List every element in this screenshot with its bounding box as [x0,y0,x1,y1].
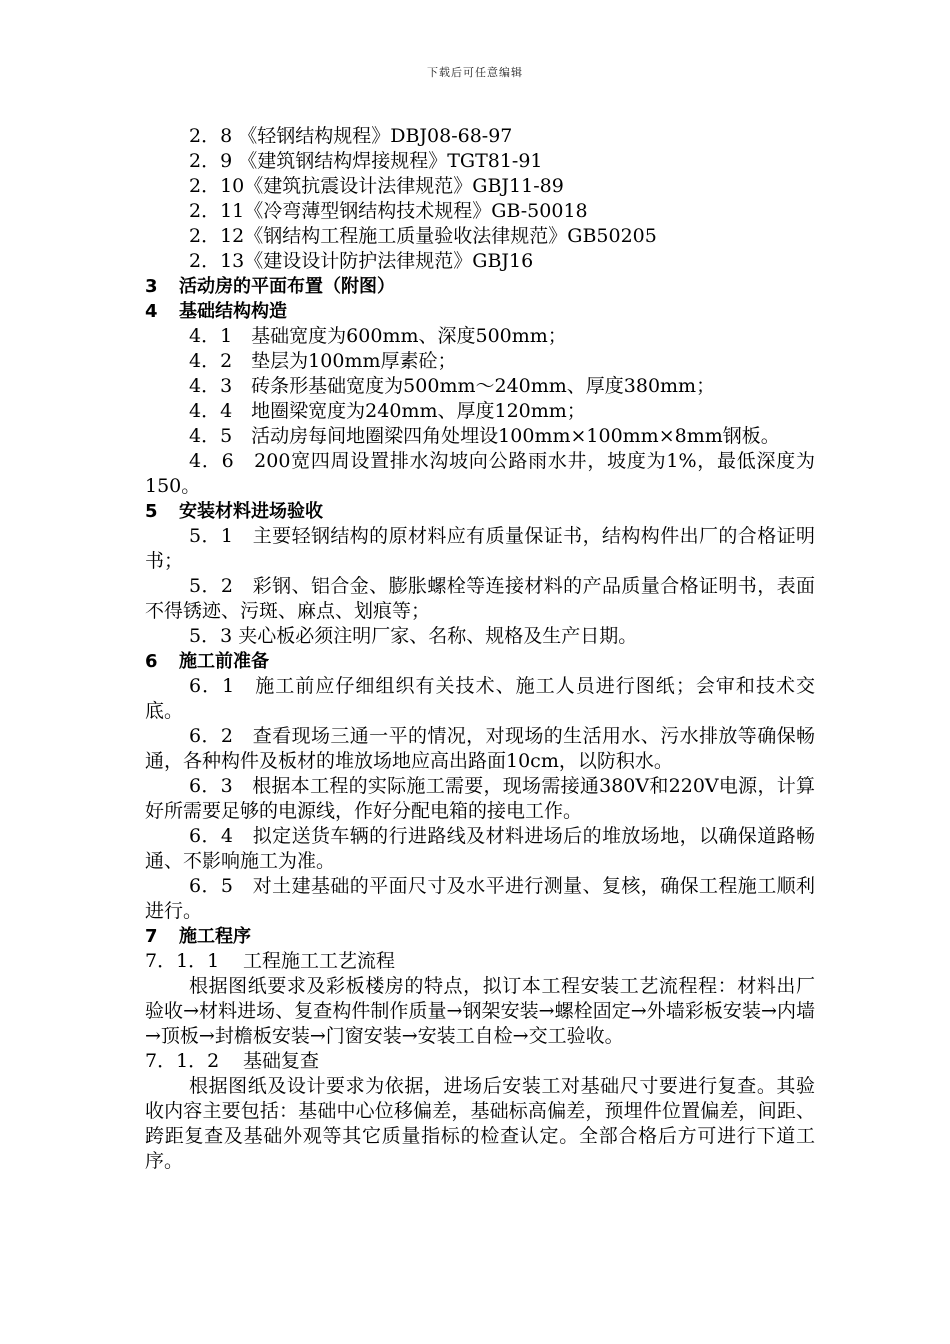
section-number: 5 [145,501,158,522]
list-item-2-10: 2．10《建筑抗震设计法律规范》GBJ11-89 [189,175,564,197]
subsection-7-1-1-body: 根据图纸要求及彩板楼房的特点，拟订本工程安装工艺流程程：材料出厂验收→材料进场、复查构件制作质量→钢架安装→螺栓固定→外墙彩板安装→内墙→顶板→封檐板安装→门窗安装→安装工自检→交工验收。 [145,975,815,1047]
list-item-4-5: 4．5 活动房每间地圈梁四角处埋设100mm×100mm×8mm钢板。 [189,425,780,447]
list-item-5-1: 5．1 主要轻钢结构的原材料应有质量保证书，结构构件出厂的合格证明书； [145,525,815,572]
subsection-7-1-2-body: 根据图纸及设计要求为依据，进场后安装工对基础尺寸要进行复查。其验收内容主要包括：基础中心位移偏差，基础标高偏差，预埋件位置偏差，间距、跨距复查及基础外观等其它质量指标的检查认定。全部合格后方可进行下道工序。 [145,1075,815,1172]
list-item-5-3: 5．3 夹心板必须注明厂家、名称、规格及生产日期。 [189,625,638,647]
list-item-2-9: 2．9 《建筑钢结构焊接规程》TGT81-91 [189,150,543,172]
list-item-4-6: 4．6 200宽四周设置排水沟坡向公路雨水井，坡度为1%，最低深度为150。 [145,450,815,497]
list-item-2-11: 2．11《冷弯薄型钢结构技术规程》GB-50018 [189,200,588,222]
section-title: 基础结构构造 [179,301,287,322]
list-item-6-2: 6．2 查看现场三通一平的情况，对现场的生活用水、污水排放等确保畅通，各种构件及板材的堆放场地应高出路面10cm，以防积水。 [145,725,815,772]
section-7-heading [145,924,815,949]
section-3-heading [145,274,815,299]
subsection-number: 7．1．1 [145,950,220,972]
subsection-title: 基础复查 [243,1050,320,1072]
section-4-heading [145,299,815,324]
list-item-2-12: 2．12《钢结构工程施工质量验收法律规范》GB50205 [189,225,657,247]
list-item-4-3: 4．3 砖条形基础宽度为500mm～240mm、厚度380mm； [189,375,716,397]
section-number: 4 [145,301,158,322]
subsection-7-1-1-heading [145,949,815,974]
list-item-4-1: 4．1 基础宽度为600mm、深度500mm； [189,325,567,347]
subsection-title: 工程施工工艺流程 [243,950,396,972]
list-item-6-1: 6．1 施工前应仔细组织有关技术、施工人员进行图纸；会审和技术交底。 [145,675,815,722]
section-5-heading [145,499,815,524]
section-number: 7 [145,926,158,947]
document-body [145,124,815,1174]
section-title: 活动房的平面布置（附图） [179,276,395,297]
subsection-number: 7．1．2 [145,1050,220,1072]
list-item-4-2: 4．2 垫层为100mm厚素砼； [189,350,457,372]
list-item-6-4: 6．4 拟定送货车辆的行进路线及材料进场后的堆放场地，以确保道路畅通、不影响施工为准。 [145,825,815,872]
list-item-2-8: 2．8 《轻钢结构规程》DBJ08-68-97 [189,125,513,147]
list-item-2-13: 2．13《建设设计防护法律规范》GBJ16 [189,250,534,272]
section-title: 施工前准备 [179,651,269,672]
list-item-6-5: 6．5 对土建基础的平面尺寸及水平进行测量、复核，确保工程施工顺利进行。 [145,875,815,922]
page-header-note: 下载后可任意编辑 [427,66,523,79]
section-number: 6 [145,651,158,672]
subsection-7-1-2-heading [145,1049,815,1074]
list-item-5-2: 5．2 彩钢、铝合金、膨胀螺栓等连接材料的产品质量合格证明书，表面不得锈迹、污斑、麻点、划痕等； [145,575,815,622]
list-item-4-4: 4．4 地圈梁宽度为240mm、厚度120mm； [189,400,586,422]
section-title: 安装材料进场验收 [179,501,323,522]
section-title: 施工程序 [179,926,251,947]
section-number: 3 [145,276,158,297]
section-6-heading [145,649,815,674]
list-item-6-3: 6．3 根据本工程的实际施工需要，现场需接通380V和220V电源，计算好所需要足够的电源线，作好分配电箱的接电工作。 [145,775,815,822]
